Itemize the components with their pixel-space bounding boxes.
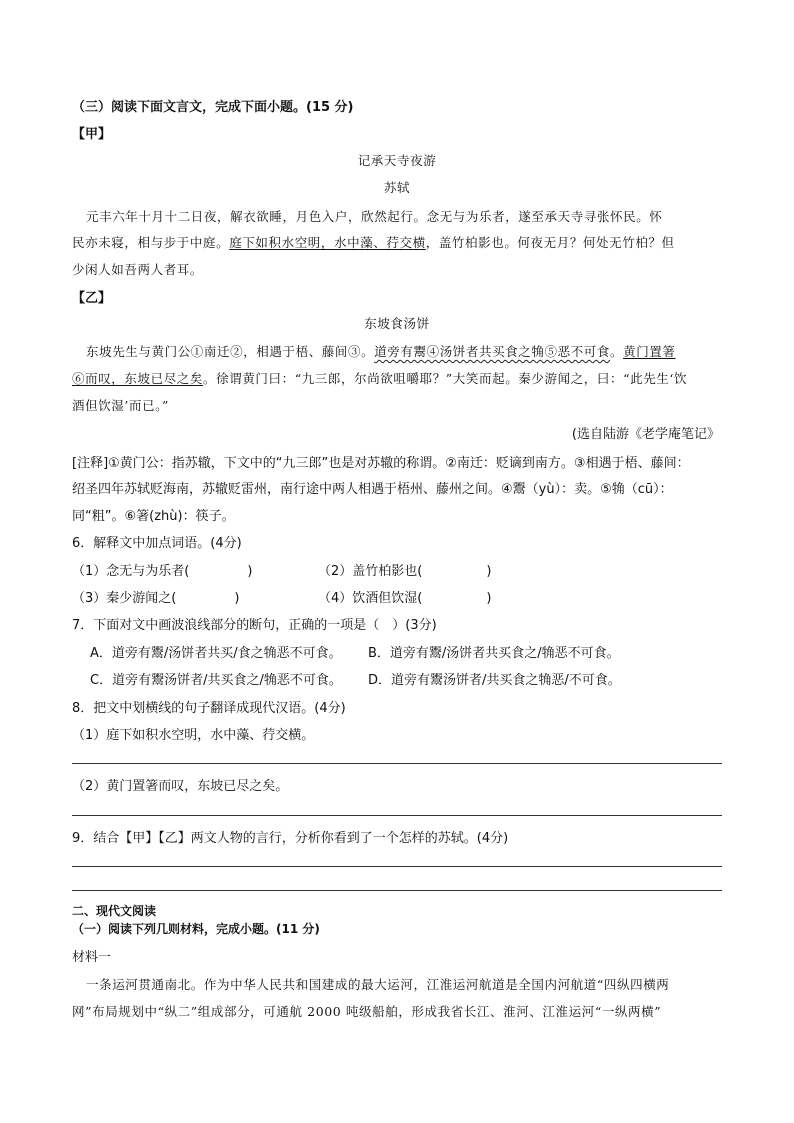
q7-option-c[interactable]: C．道旁有鬻汤饼者/共买食之/觕恶不可食。 bbox=[90, 673, 342, 688]
q6-close: ) bbox=[486, 564, 492, 579]
jia-paragraph-line: 元丰六年十月十二日夜，解衣欲睡，月色入户，欣然起行。念无与为乐者，遂至承天寺寻张怀民。怀 bbox=[86, 209, 663, 224]
notes-line: 同“粗”。⑥箸(zhù)：筷子。 bbox=[72, 509, 235, 524]
q6-close: ) bbox=[234, 591, 240, 606]
yi-text: 东坡先生与黄门公①南迁②，相遇于梧、藤间③。 bbox=[86, 344, 375, 359]
jia-text: ，盖竹柏影也。何夜无月？何处无竹柏？但 bbox=[425, 235, 675, 250]
q9-stem: 9．结合【甲】【乙】两文人物的言行，分析你看到了一个怎样的苏轼。(4分) bbox=[72, 831, 509, 846]
notes-line: [注释]①黄门公：指苏辙，下文中的“九三郎”也是对苏辙的称谓。②南迁：贬谪到南方。③相遇于梧、藤间： bbox=[72, 456, 690, 471]
jia-paragraph-line: 少闲人如吾两人者耳。 bbox=[72, 262, 204, 277]
yi-paragraph-line bbox=[86, 342, 676, 360]
notes-line: 绍圣四年苏轼贬海南，苏辙贬雷州，南行途中两人相遇于梧州、藤州之间。④鬻（yù）：卖。⑤觕（cū）： bbox=[72, 482, 673, 497]
underlined-sentence-2-cont: ⑥而叹，东坡已尽之矣 bbox=[72, 371, 204, 386]
q6-stem: 6．解释文中加点词语。(4分) bbox=[72, 536, 242, 551]
q8-sentence-2: （2）黄门置箸而叹，东坡已尽之矣。 bbox=[72, 779, 289, 794]
yi-paragraph-line: 酒但饮湿’而已。” bbox=[72, 398, 170, 413]
yi-label: 【乙】 bbox=[72, 291, 112, 306]
q6-close: ) bbox=[247, 564, 253, 579]
q7-option-a[interactable]: A．道旁有鬻/汤饼者共买/食之觕恶不可食。 bbox=[90, 646, 342, 661]
q6-item-3 bbox=[72, 587, 239, 606]
wavy-line-sentence: 道旁有鬻④汤饼者共买食之觕⑤恶不可食 bbox=[374, 344, 611, 359]
underlined-sentence-1: 庭下如积水空明，水中藻、荇交横 bbox=[229, 235, 426, 250]
part2-heading: 二、现代文阅读 bbox=[72, 904, 157, 918]
q8-stem: 8．把文中划横线的句子翻译成现代汉语。(4分) bbox=[72, 701, 346, 716]
answer-line[interactable] bbox=[72, 890, 722, 891]
answer-line[interactable] bbox=[72, 866, 722, 867]
jia-author: 苏轼 bbox=[383, 180, 411, 195]
jia-title: 记承天寺夜游 bbox=[357, 153, 437, 168]
q6-item-1 bbox=[72, 560, 252, 579]
q6-item-4 bbox=[318, 587, 491, 606]
q8-sentence-1: （1）庭下如积水空明，水中藻、荇交横。 bbox=[72, 728, 315, 743]
underlined-sentence-2: 黄门置箸 bbox=[623, 344, 676, 359]
q6-item-text: （2）盖竹柏影也( bbox=[318, 564, 423, 579]
q6-item-text: （3）秦少游闻之( bbox=[72, 591, 177, 606]
q6-close: ) bbox=[486, 591, 492, 606]
q6-item-2 bbox=[318, 560, 491, 579]
yi-text: 。 bbox=[610, 344, 624, 359]
material-1-line: 一条运河贯通南北。作为中华人民共和国建成的最大运河，江淮运河航道是全国内河航道“四纵四横两 bbox=[86, 977, 670, 992]
yi-text: 。徐谓黄门曰：“九三郎，尔尚欲咀嚼耶？”大笑而起。秦少游闻之，曰：“此先生‘饮 bbox=[203, 371, 688, 386]
part2-subheading: （一）阅读下列几则材料，完成小题。(11 分) bbox=[72, 922, 320, 936]
answer-line[interactable] bbox=[72, 815, 722, 816]
jia-label: 【甲】 bbox=[72, 127, 112, 142]
answer-line[interactable] bbox=[72, 763, 722, 764]
material-1-line: 网”布局规划中“纵二”组成部分，可通航 2000 吨级船舶，形成我省长江、淮河、江淮运河“一纵两横” bbox=[72, 1004, 662, 1019]
jia-text: 民亦未寝，相与步于中庭。 bbox=[72, 235, 230, 250]
q7-option-d[interactable]: D．道旁有鬻汤饼者/共买食之觕恶/不可食。 bbox=[368, 673, 621, 688]
source-citation: (选自陆游《老学庵笔记》 bbox=[571, 427, 720, 442]
yi-title: 东坡食汤饼 bbox=[364, 316, 430, 331]
jia-paragraph-line bbox=[72, 233, 675, 251]
q6-item-text: （1）念无与为乐者( bbox=[72, 564, 190, 579]
q7-stem: 7．下面对文中画波浪线部分的断句，正确的一项是（ ）(3分) bbox=[72, 618, 437, 633]
yi-paragraph-line bbox=[72, 369, 687, 387]
q7-option-b[interactable]: B．道旁有鬻/汤饼者共买食之/觕恶不可食。 bbox=[368, 646, 620, 661]
material-1-label: 材料一 bbox=[72, 950, 112, 965]
section-heading: （三）阅读下面文言文，完成下面小题。(15 分) bbox=[72, 100, 354, 115]
q6-item-text: （4）饮酒但饮湿( bbox=[318, 591, 423, 606]
